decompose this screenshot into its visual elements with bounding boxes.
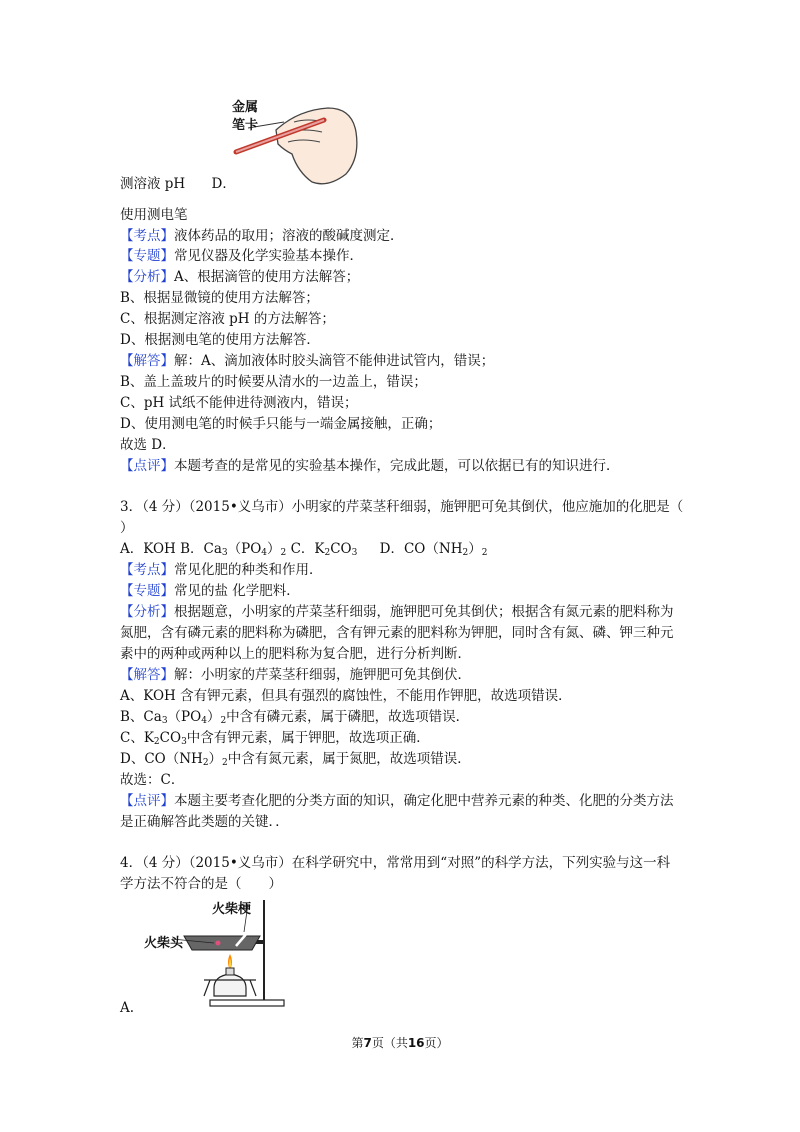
q2-option-c: 测溶液 pH	[120, 176, 186, 192]
kaodian-tag: 【考点】	[120, 228, 174, 244]
dianping-tag: 【点评】	[120, 793, 174, 809]
fenxi-text: 根据题意，小明家的芹菜茎秆细弱，施钾肥可免其倒伏；根据含有氮元素的肥料称为	[174, 604, 674, 620]
q3-jieda-d-2: ）	[208, 751, 223, 767]
zhuanti-tag: 【专题】	[120, 248, 174, 264]
q3-option-d: D．CO（NH	[379, 541, 463, 557]
q3-option-c: C．K	[290, 541, 325, 557]
q2-option-d-label: D．	[211, 176, 236, 192]
q3-options	[120, 541, 487, 562]
q3-jieda-a: A、KOH 含有钾元素，但具有强烈的腐蚀性，不能用作钾肥，故选项错误．	[120, 688, 572, 704]
figure-label-clip: 笔卡	[232, 118, 259, 133]
q3-fenxi-2: 氮肥，含有磷元素的肥料称为磷肥，含有钾元素的肥料称为钾肥，同时含有氮、磷、钾三种元	[120, 625, 674, 641]
q3-jieda-d	[120, 751, 471, 772]
dianping-text: 本题主要考查化肥的分类方面的知识，确定化肥中营养元素的种类、化肥的分类方法	[174, 793, 674, 809]
zhuanti-text: 常见的盐 化学肥料．	[174, 583, 300, 599]
kaodian-tag: 【考点】	[120, 562, 174, 578]
sub: 2	[324, 548, 331, 558]
match-experiment-figure	[140, 896, 300, 1008]
fenxi-text: A、根据滴管的使用方法解答；	[174, 269, 360, 285]
zhuanti-text: 常见仪器及化学实验基本操作．	[174, 248, 363, 264]
sub: 2	[220, 716, 227, 726]
sub: 2	[202, 758, 209, 768]
q2-kaodian	[120, 228, 404, 245]
sub: 4	[261, 548, 268, 558]
q3-jieda-c-1: C、K	[120, 730, 154, 746]
q3-option-d-end: ）	[468, 541, 482, 557]
kaodian-text: 液体药品的取用；溶液的酸碱度测定．	[174, 228, 404, 244]
page-footer	[0, 1034, 800, 1051]
q3-jieda-b	[120, 709, 469, 730]
q3-dianping-2: 是正确解答此类题的关键．．	[120, 814, 289, 830]
dianping-text: 本题考查的是常见的实验基本操作，完成此题，可以依据已有的知识进行．	[174, 458, 620, 474]
q2-fenxi	[120, 269, 359, 286]
label-matchstick: 火柴梗	[212, 902, 252, 917]
footer-mid: 页（共	[371, 1036, 408, 1050]
q2-fenxi-c: C、根据测定溶液 pH 的方法解答；	[120, 311, 335, 327]
q3-kaodian	[120, 562, 323, 579]
q3-jieda-b-3: ）	[206, 709, 221, 725]
q2-jieda	[120, 353, 494, 370]
q2-zhuanti	[120, 248, 363, 265]
q2-dianping	[120, 458, 620, 475]
q2-option-d-text: 使用测电笔	[120, 207, 188, 223]
sub: 2	[153, 737, 160, 747]
fenxi-tag: 【分析】	[120, 269, 174, 285]
sub: 3	[221, 548, 228, 558]
q3-option-b-mid: （PO	[227, 541, 262, 557]
jieda-text: 解：A、滴加液体时胶头滴管不能伸进试管内，错误；	[174, 353, 495, 369]
sub: 2	[222, 758, 228, 768]
jieda-text: 解：小明家的芹菜茎秆细弱，施钾肥可免其倒伏．	[174, 667, 471, 683]
footer-total-pages: 16	[407, 1036, 425, 1050]
fenxi-tag: 【分析】	[120, 604, 174, 620]
q2-jieda-b: B、盖上盖玻片的时候要从清水的一边盖上，错误；	[120, 374, 427, 390]
q3-stem: 3．（4 分）（2015•义乌市）小明家的芹菜茎秆细弱，施钾肥可免其倒伏，他应施加的化肥是（	[120, 499, 684, 515]
kaodian-text: 常见化肥的种类和作用．	[174, 562, 323, 578]
q2-fenxi-b: B、根据显微镜的使用方法解答；	[120, 290, 319, 306]
q3-option-a-b: A．KOH B．Ca	[120, 541, 222, 557]
footer-post: 页）	[424, 1036, 449, 1050]
q3-jieda-b-4: 中含有磷元素，属于磷肥，故选项错误．	[226, 709, 470, 725]
jieda-tag: 【解答】	[120, 353, 174, 369]
figure-label-metal: 金属	[232, 100, 259, 115]
q4-stem-2: 学方法不符合的是（ ）	[120, 876, 282, 892]
sub: 3	[161, 716, 168, 726]
q2-jieda-answer: 故选 D．	[120, 437, 176, 453]
test-pen-figure	[228, 92, 368, 188]
q2-jieda-c: C、pH 试纸不能伸进待测液内，错误；	[120, 395, 358, 411]
q3-fenxi-3: 素中的两种或两种以上的肥料称为复合肥，进行分析判断．	[120, 646, 471, 662]
footer-pre: 第	[351, 1036, 364, 1050]
q3-jieda-b-1: B、Ca	[120, 709, 162, 725]
q3-jieda-answer: 故选：C．	[120, 772, 185, 788]
q3-stem-end: ）	[120, 520, 134, 536]
q3-zhuanti	[120, 583, 300, 600]
sub: 2	[280, 548, 287, 558]
sub: 2	[481, 548, 488, 558]
q3-jieda-d-1: D、CO（NH	[120, 751, 203, 767]
q4-option-a: A.	[120, 1000, 135, 1016]
q3-dianping	[120, 793, 674, 810]
q3-option-c-co: CO	[330, 541, 352, 557]
q3-jieda	[120, 667, 471, 684]
q3-option-b-end: ）	[267, 541, 281, 557]
footer-page-number: 7	[363, 1036, 372, 1050]
q3-jieda-b-2: （PO	[167, 709, 202, 725]
q3-fenxi	[120, 604, 674, 621]
q3-jieda-c-3: 中含有钾元素，属于钾肥，故选项正确．	[186, 730, 430, 746]
zhuanti-tag: 【专题】	[120, 583, 174, 599]
label-matchhead: 火柴头	[144, 936, 184, 951]
sub: 3	[351, 548, 358, 558]
jieda-tag: 【解答】	[120, 667, 174, 683]
q2-jieda-d: D、使用测电笔的时候手只能与一端金属接触，正确；	[120, 416, 442, 432]
q3-jieda-d-3: 中含有氮元素，属于氮肥，故选项错误．	[227, 751, 471, 767]
sub: 3	[181, 737, 187, 747]
sub: 2	[462, 548, 469, 558]
dianping-tag: 【点评】	[120, 458, 174, 474]
q4-stem-1: 4．（4 分）（2015•义乌市）在科学研究中，常常用到“对照”的科学方法，下列实验与这一科	[120, 855, 671, 871]
sub: 4	[201, 716, 207, 726]
q3-jieda-c-2: CO	[159, 730, 182, 746]
q2-fenxi-d: D、根据测电笔的使用方法解答．	[120, 332, 320, 348]
q2-option-c-line	[120, 176, 236, 193]
q3-jieda-c	[120, 730, 430, 751]
